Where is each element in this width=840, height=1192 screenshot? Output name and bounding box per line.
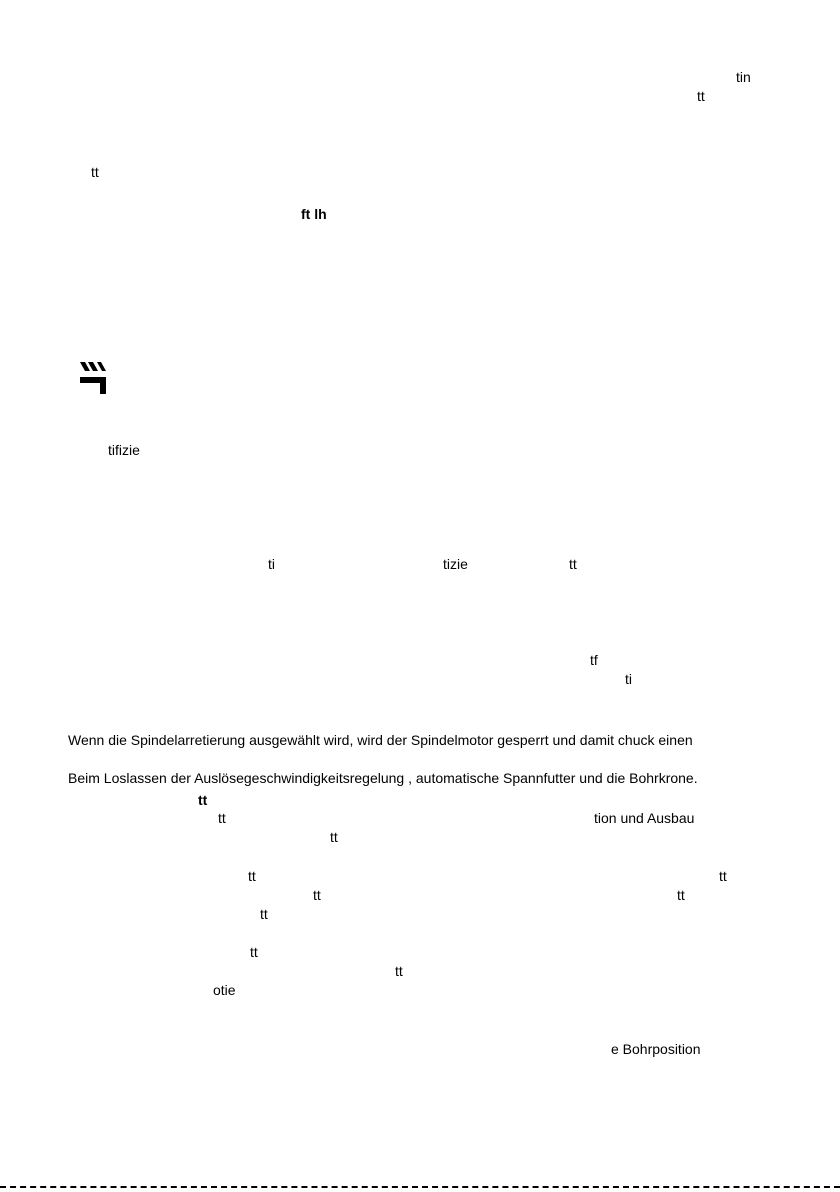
text-fragment: ti [268,556,275,572]
text-fragment-bold: tt [198,792,208,808]
text-fragment: tion und Ausbau [594,810,695,826]
text-fragment: tf [590,652,598,668]
text-fragment: tt [250,944,258,960]
text-fragment: tt [260,906,268,922]
text-fragment: tt [569,556,577,572]
paragraph-spindle-lock: Wenn die Spindelarretierung ausgewählt wird, wird der Spindelmotor gesperrt und damit chuck einen [68,732,693,748]
tool-warning-icon [80,362,110,394]
text-fragment: tt [697,88,705,104]
text-fragment: tizie [443,556,468,572]
text-fragment: tt [395,963,403,979]
text-fragment: tifizie [108,442,140,458]
text-fragment: tt [248,868,256,884]
text-fragment: tt [677,887,685,903]
text-fragment: otie [213,982,236,998]
text-fragment: tt [91,164,99,180]
paragraph-trigger-release: Beim Loslassen der Auslösegeschwindigkeitsregelung , automatische Spannfutter und die Bohrkrone. [68,770,698,786]
text-fragment: e Bohrposition [611,1041,701,1057]
text-fragment: tt [218,810,226,826]
text-fragment: ti [625,671,632,687]
page-edge-divider [0,1186,840,1188]
text-fragment: tt [313,887,321,903]
text-fragment: tt [719,868,727,884]
text-fragment-bold: ft lh [301,206,327,222]
text-fragment: tt [330,829,338,845]
text-fragment: tin [736,69,751,85]
